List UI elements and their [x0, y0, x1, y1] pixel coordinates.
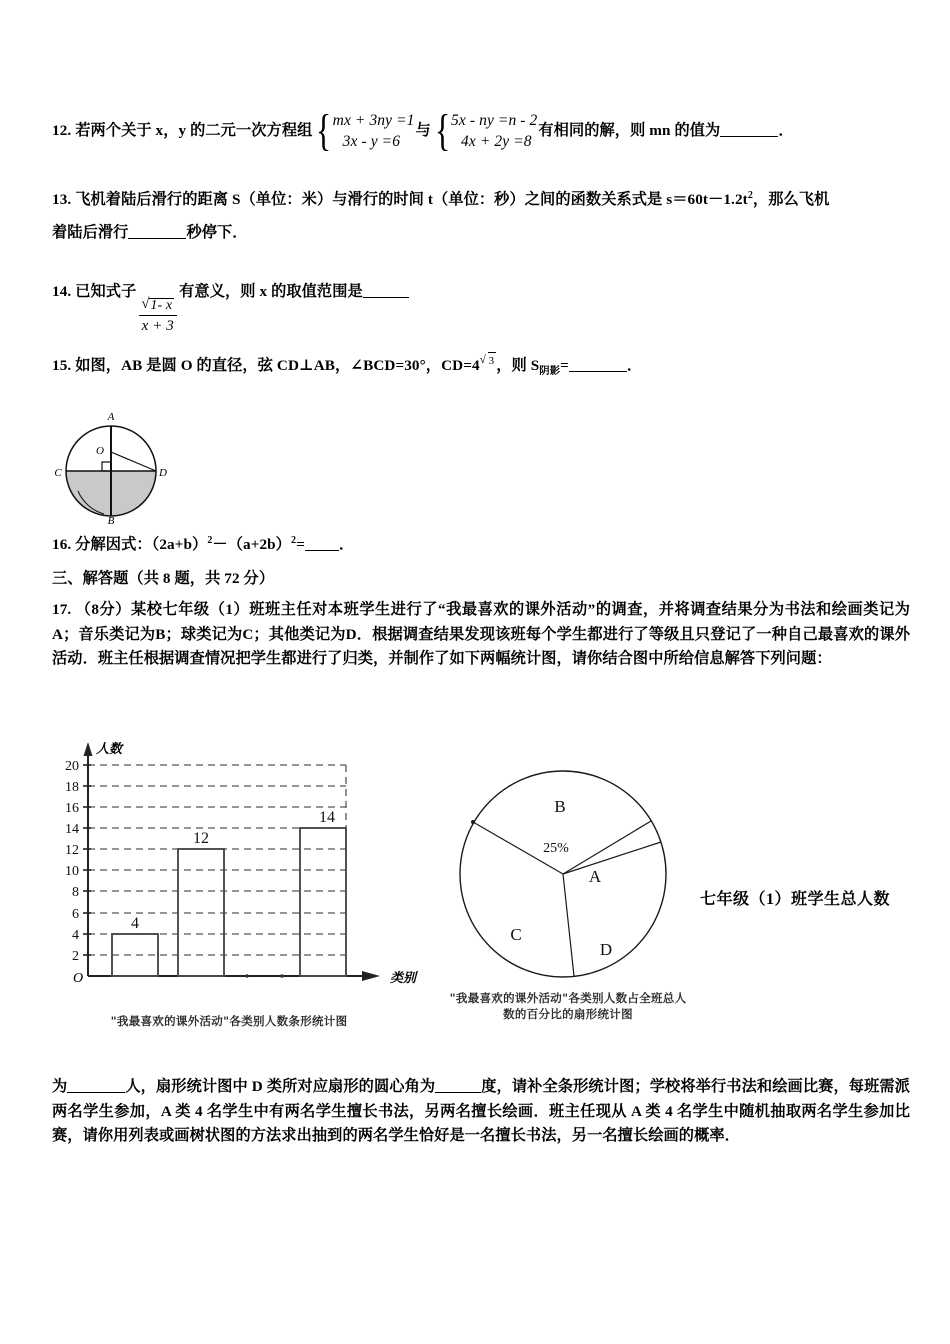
q13-number: 13.: [52, 191, 72, 209]
bar-category-c-base-marker-right: [280, 974, 284, 978]
q17-para1: 某校七年级（1）班班主任对本班学生进行了“我最喜欢的课外活动”的调查，并将调查结果分为书法和绘画类记为A；音乐类记为B；球类记为C；其他类记为D．根据调查结果发现该班每个学生都进行了等级且只登记了一种自己最喜欢的课外活动．班主任根据调查情况把学生都进行了归类，并制作了如下两幅统计图，请你结合图中所给信息解答下列问题：: [52, 601, 910, 668]
segment-od: [111, 452, 156, 471]
q13-answer-blank[interactable]: [128, 238, 186, 239]
q16-end: ．: [338, 536, 355, 554]
q15-subscript: 阴影: [539, 366, 561, 378]
q14-denominator: x + 3: [139, 315, 177, 335]
svg-text:2: 2: [72, 949, 79, 964]
q15-tail-a: ，则 S: [496, 357, 540, 375]
svg-text:6: 6: [72, 907, 79, 922]
q14-answer-blank[interactable]: [363, 297, 409, 298]
pie-chart-figure: [448, 762, 688, 1042]
bar-chart-svg: [50, 736, 420, 1008]
pie-chart-svg: [448, 762, 678, 984]
q13-line2b: 秒停下．: [186, 224, 248, 241]
sqrt-icon: [480, 352, 497, 371]
q16-text-c: =: [296, 536, 305, 554]
question-13: [52, 188, 914, 213]
svg-text:18: 18: [65, 780, 79, 795]
q17-number: 17.: [52, 601, 72, 618]
circle-label-a: A: [107, 411, 115, 423]
question-17-body: [52, 1075, 910, 1149]
q15-tail-b: =: [560, 357, 569, 375]
pie-total-students-label: 七年级（1）班学生总人数: [700, 891, 891, 908]
circle-label-d: D: [159, 467, 167, 479]
x-axis-arrow-icon: [362, 971, 380, 981]
pie-percent-label-b: 25%: [543, 841, 569, 856]
section-heading-3: 三、解答题（共 8 题，共 72 分）: [52, 570, 275, 587]
q13-line1a: 飞机着陆后滑行的距离 S（单位：米）与滑行的时间 t（单位：秒）之间的函数关系式是 s＝60t－1.2t: [75, 191, 748, 209]
q17-para2-b: 人，扇形统计图中 D 类所对应扇形的圆心角为: [125, 1078, 436, 1095]
question-17-intro: [52, 598, 910, 672]
q16-number: 16.: [52, 536, 72, 554]
bar-value-label-d: 14: [319, 809, 335, 826]
q12-system-2: [432, 106, 538, 156]
pie-label-c: C: [510, 925, 522, 944]
q17-score: （8分）: [75, 601, 131, 618]
bar-chart-origin-label: O: [73, 971, 84, 986]
bar-value-label-a: 4: [131, 915, 139, 932]
pie-label-b: B: [554, 797, 566, 816]
q16-exponent-2: 2: [290, 535, 297, 546]
y-tick-labels: [65, 759, 79, 964]
q12-number: 12.: [52, 121, 72, 139]
svg-text:12: 12: [65, 843, 79, 858]
question-14: [52, 280, 752, 335]
q15-lead: 如图，AB 是圆 O 的直径，弦 CD⊥AB，∠BCD=30°，CD=4: [75, 357, 480, 375]
q14-fraction: [138, 298, 177, 335]
circle-figure-svg: [52, 396, 170, 524]
q14-lead: 已知式子: [75, 283, 137, 300]
circle-label-o: O: [96, 445, 104, 457]
svg-text:16: 16: [65, 801, 79, 816]
left-brace-icon: {: [434, 106, 451, 156]
q12-sys2-row2: 4x + 2y =8: [461, 133, 532, 151]
pie-chart-caption: [448, 991, 688, 1022]
q12-sys1-row2: 3x - y =6: [342, 133, 401, 151]
y-axis-arrow-icon: [84, 742, 93, 756]
pie-label-d: D: [599, 940, 613, 959]
q17-blank-total[interactable]: [67, 1092, 125, 1093]
svg-text:4: 4: [72, 928, 79, 943]
q12-sys1-row1: mx + 3ny =1: [332, 112, 415, 129]
bar-chart-ylabel: 人数: [96, 741, 123, 756]
q15-number: 15.: [52, 357, 72, 375]
q16-exponent-1: 2: [207, 535, 213, 546]
q13-exponent: 2: [747, 190, 753, 201]
question-12: [52, 106, 902, 156]
right-angle-marker: [102, 462, 111, 471]
pie-label-a: A: [588, 867, 602, 886]
svg-text:14: 14: [65, 822, 79, 837]
q16-answer-blank[interactable]: [305, 550, 339, 551]
pie-boundary-marker: [471, 820, 475, 824]
q13-line1b: ，那么飞机: [752, 191, 830, 209]
q17-para2-c: 度，请补全条形统计图；学校将举行书法和绘画比赛，每班需派两名学生参加，A 类 4 名学生中有两名学生擅长书法，另两名擅长绘画．班主任现从 A 类 4 名学生中随机抽取两名学生参加比赛，请你用列表或画树状图的方法求出抽到的两名学生恰好是一名擅长书法，另一名擅长绘画的概率．: [52, 1078, 910, 1145]
circle-label-b: B: [107, 515, 115, 524]
pie-chart-caption-text: "我最喜欢的课外活动"各类别人数占全班总人数的百分比的扇形统计图: [449, 991, 687, 1021]
bar-value-label-b: 12: [193, 830, 209, 847]
q14-tail: 有意义，则 x 的取值范围是: [179, 283, 363, 300]
q15-radicand: 3: [488, 352, 497, 371]
bar-category-c-base-marker-left: [245, 974, 249, 978]
circle-label-c: C: [54, 467, 62, 479]
gridlines: [88, 765, 346, 955]
question-16: [52, 533, 752, 558]
svg-text:20: 20: [65, 759, 79, 774]
circle-geometry-figure: [52, 396, 170, 524]
bar-chart-caption: "我最喜欢的课外活动"各类别人数条形统计图: [110, 1014, 348, 1028]
q12-system-1: [313, 106, 415, 156]
q15-answer-blank[interactable]: [569, 371, 627, 372]
bar-chart-figure: [50, 736, 420, 1036]
bar-chart-xlabel: 类别: [390, 970, 417, 985]
q17-para2-a: 为: [52, 1078, 68, 1095]
q12-conjunction: 与: [415, 121, 431, 139]
q14-radicand: 1- x: [150, 297, 173, 313]
q16-text-b: －（a+2b）: [212, 536, 291, 554]
q12-tail: 有相同的解，则 mn 的值为: [538, 121, 721, 139]
q14-number: 14.: [52, 283, 72, 300]
q12-answer-blank[interactable]: [720, 136, 778, 137]
q13-line2a: 着陆后滑行: [52, 224, 129, 241]
question-13-line2: [52, 221, 914, 246]
left-brace-icon: {: [316, 106, 332, 156]
q14-numerator: [138, 298, 177, 315]
q16-text-a: 分解因式：（2a+b）: [75, 536, 208, 554]
q12-end: ．: [778, 121, 794, 139]
svg-text:8: 8: [72, 885, 79, 900]
question-15: [52, 352, 812, 381]
q17-blank-angle[interactable]: [435, 1092, 481, 1093]
sqrt-icon: [141, 298, 174, 314]
q12-sys2-row1: 5x - ny =n - 2: [451, 112, 538, 129]
q12-lead: 若两个关于 x，y 的二元一次方程组: [75, 121, 313, 139]
svg-text:10: 10: [65, 864, 79, 879]
bar-category-d: [300, 828, 346, 976]
q15-end: ．: [626, 357, 643, 375]
